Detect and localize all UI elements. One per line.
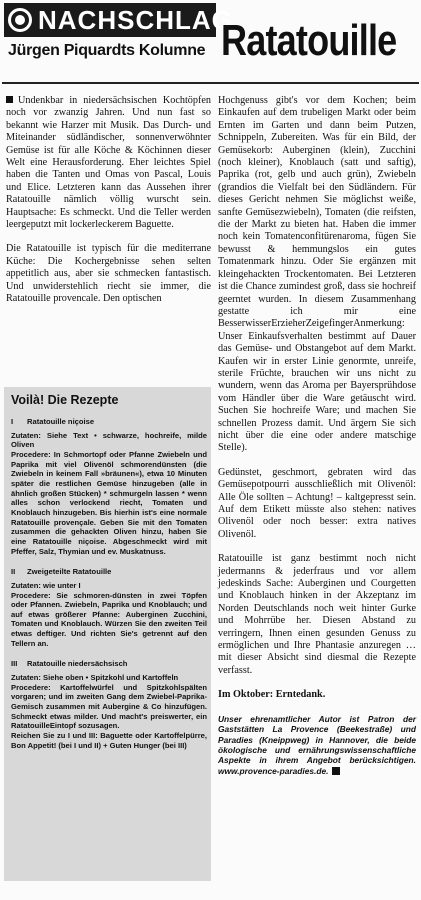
article-title: Ratatouille xyxy=(221,16,397,65)
paragraph: Die Ratatouille ist typisch für die mediterrane Küche: Die Kochergebnisse sehen selten appetitlich aus, aber sie schmecken fantastisch. Und unwiderstehlich riecht sie immer, die Ratatouille provencale. Den optischen xyxy=(6,243,211,305)
recipe-box xyxy=(4,387,211,881)
recipe-procedure: Procedere: Sie schmoren-dünsten in zwei Töpfen oder Pfannen. Zwiebeln, Paprika und Knoblauch; und auf etwas größerer Pfanne: Auberginen Zucchini, Tomaten und Knoblauch. Würzen Sie den zweiten Teil etwas deftiger. Und richten Sie's getrennt auf den Tellern an. xyxy=(11,590,207,648)
end-mark-icon xyxy=(332,767,340,775)
logo-icon xyxy=(8,8,32,32)
recipe-box-title: Voilà! Die Rezepte xyxy=(11,393,119,407)
paragraph: Hochgenuss gibt's vor dem Kochen; beim Einkaufen auf dem trubeligen Markt oder beim Ernten im Garten und dann beim Putzen, Schnippeln, Zubereiten. Was für ein Bild, der Gemüsekorb: Auberginen (klein), Zucchini (noch kleiner), Knoblauch (satt und saftig), Paprika (rot, gelb und auch grün), Zwiebeln (grandios die Vielfalt bei den Südländern. Für dieses Gericht nehmen Sie möglichst weiße, sanfte Gemüsezwiebeln), Tomaten (die reifsten, die der Markt zu bieten hat. Haben die immer noch kein Tomatenconfitürenaroma, fügen Sie bewusst & hemmungslos ein gutes Tomatenmark hinzu. Oder Sie ergänzen mit kleingehackten Trockentomaten. Bei Letzteren ist die Chance zumindest groß, dass sie hochreif geerntet wurden. In diesem Zusammenhang gestatte ich mir eine BesserwisserErzieherZeigefingerAnmerkung: Unser Einkaufsverhalten bestimmt auf Dauer das Gemüse- und Obstangebot auf dem Markt. Kaufen wir in erster Linie genormte, unreife, sterile Früchte, brauchen wir uns nicht zu wundern, wenn das Aroma per Bayersprühdose vom Händler über die Ware getäuscht wird. Suchen Sie hochreife Ware; und machen Sie schnellen Prozess damit. Und ärgern Sie sich nicht über die eine oder andere matschige Stelle). xyxy=(218,95,416,454)
author-note: Unser ehrenamtlicher Autor ist Patron der Gaststätten La Provence (Beekestraße) und Paradies (Kneippweg) in Hannover, die beide ökologische und ernährungswissenschaftliche Aspekte in ihrem Angebot berücksichtigen. www.provence-paradies.de. xyxy=(218,713,416,776)
recipe-serving: Reichen Sie zu I und III: Baguette oder Kartoffelpürre, Bon Appetit! (bei I und II) + Guten Hunger (bei III) xyxy=(11,731,207,750)
paragraph: Ratatouille ist ganz bestimmt noch nicht jedermanns & jederfraus und vor allem jedeskinds Sache: Auberginen und Courgetten und Knoblauch hinken in der Akzeptanz im Norden Deutschlands noch weit hinter Gurke und Mohrrübe her. Diesen Abstand zu verringern, Ihnen einen gesunden Genuss zu ermöglichen und Ihre Phantasie anzuregen … mit dieser Absicht sind diesmal die Rezepte verfasst. xyxy=(218,553,416,676)
recipe-ingredients: Zutaten: Siehe oben • Spitzkohl und Kartoffeln xyxy=(11,673,179,683)
paragraph: Undenkbar in niedersächsischen Kochtöpfen noch vor zwanzig Jahren. Und nun fast so bekannt wie Harzer mit Musik. Das Durch- und Miteinander südländischer, sonnenverwöhnter Gemüse ist für alle Köche & Köchinnen dieser Welt eine Herausforderung. Eher leichtes Spiel haben die Tanten und Omas von Pascal, Louis und Elice. Letzteren kann das Aussehen ihrer Ratatouille nämlich völlig wurscht sein. Hauptsache: Es schmeckt. Und die Teller werden leergeputzt mit lockerleckerem Baguette. xyxy=(6,95,211,231)
recipe-ingredients: Zutaten: Siehe Text • schwarze, hochreife, milde Oliven xyxy=(11,430,207,450)
recipe-heading: III Ratatouille niedersächsisch xyxy=(11,659,128,669)
recipe-item xyxy=(11,567,207,648)
recipe-item xyxy=(11,659,207,750)
recipe-heading: I Ratatouille niçoise xyxy=(11,417,95,426)
recipe-item xyxy=(11,417,207,556)
column-name: Jürgen Piquardts Kolumne xyxy=(8,42,206,59)
header-divider xyxy=(2,82,419,84)
recipe-procedure: Procedere: In Schmortopf oder Pfanne Zwiebeln und Paprika mit viel Olivenöl schmorendünsten (die Zwiebeln in keinem Fall »bräunen«), etwa 10 Minuten später die restlichen Gemüse hinzugeben (alle in ähnlich großen Stücken) * schmurgeln lassen * wenn alles schon verlockend riecht, Tomaten und Knoblauch hinzugeben. Bis hierhin ist's eine normale Ratatouille provençale. Geben Sie mit den Tomaten zusammen die gehackten Oliven hinzu, haben Sie eine Ratatouille niçoise. Abgeschmeckt wird mit Pfeffer, Salz, Thymian und ev. Muskatnuss. xyxy=(11,449,207,556)
start-bullet-icon xyxy=(6,96,13,103)
paragraph: Gedünstet, geschmort, gebraten wird das Gemüsepotpourri ausschließlich mit Olivenöl: Alle Öle sollten – Achtung! – kaltgepresst sein. Auf dem Etikett müsste also stehen: natives Olivenöl oder noch besser: extra natives Olivenöl. xyxy=(218,466,416,540)
recipe-ingredients: Zutaten: wie unter I xyxy=(11,580,81,590)
kicker-label: NACHSCHLAG xyxy=(38,5,233,35)
kicker-bar xyxy=(4,3,233,37)
right-column xyxy=(218,95,416,776)
signoff: Im Oktober: Erntedank. xyxy=(218,689,326,701)
column-header xyxy=(4,3,233,73)
recipe-procedure: Procedere: Kartoffelwürfel und Spitzkohlspälten vorgaren; und im zweiten Gang dem Zwiebel-Paprika-Gemisch zusammen mit Aubergine & Co hinzufügen. Schmeckt etwas milder. Und macht's preiswerter, ein RatatouilleEintopf sozusagen. xyxy=(11,682,207,731)
recipe-list xyxy=(11,417,207,761)
recipe-heading: II Zweigeteilte Ratatouille xyxy=(11,567,112,577)
left-column xyxy=(6,95,211,318)
